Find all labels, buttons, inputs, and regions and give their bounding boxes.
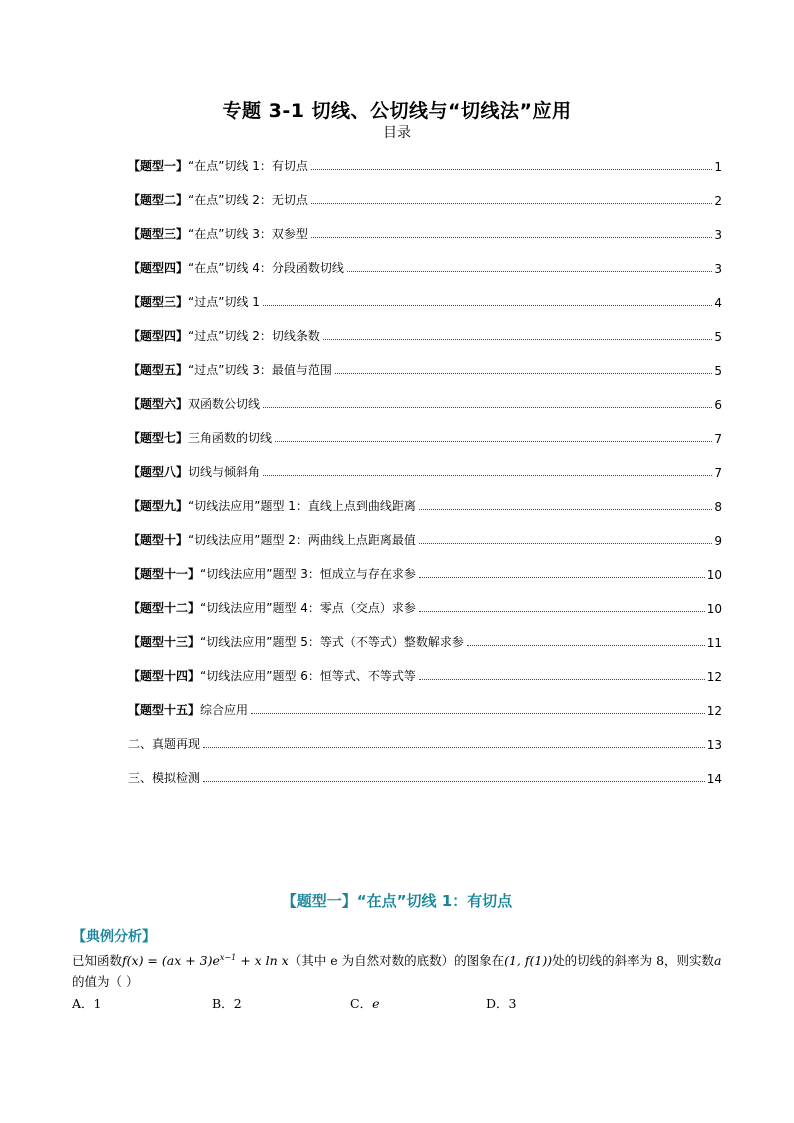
option-label: B． <box>212 996 234 1011</box>
toc-entry-text: 综合应用 <box>200 703 249 717</box>
toc-entry-type: 【题型八】 <box>128 465 189 479</box>
problem-ending: 的值为（ ） <box>72 974 139 990</box>
toc-page-number: 2 <box>714 194 722 208</box>
problem-prefix: 已知函数 <box>72 953 123 969</box>
toc-entry-title <box>128 327 320 344</box>
toc-leader-dots <box>419 611 705 612</box>
toc-page-number: 13 <box>706 738 722 752</box>
option-label: A． <box>72 996 94 1011</box>
toc-page-number: 12 <box>706 704 722 718</box>
toc-page-number: 10 <box>706 602 722 616</box>
toc-entry-type: 【题型四】 <box>128 329 189 343</box>
toc-page-number: 5 <box>714 330 722 344</box>
toc-page-number: 9 <box>714 534 722 548</box>
toc-leader-dots <box>251 713 705 714</box>
toc-page-number: 12 <box>706 670 722 684</box>
document-title: 专题 3-1 切线、公切线与“切线法”应用 <box>222 100 572 122</box>
toc-leader-dots <box>419 509 712 510</box>
toc-entry-type: 【题型十二】 <box>128 601 201 615</box>
toc-leader-dots <box>311 237 712 238</box>
toc-entry-text: 二、真题再现 <box>128 737 201 751</box>
toc-page-number: 7 <box>714 466 722 480</box>
toc-entry-title <box>128 361 332 378</box>
toc-entry-title <box>128 497 416 514</box>
toc-entry[interactable] <box>128 446 722 480</box>
toc-entry-title <box>128 565 416 582</box>
toc-entry-text: “在点”切线 4：分段函数切线 <box>188 261 344 275</box>
toc-entry[interactable] <box>128 616 722 650</box>
toc-leader-dots <box>311 169 712 170</box>
toc-entry-title <box>128 531 416 548</box>
option-value: 1 <box>93 996 102 1011</box>
toc-entry-text: “过点”切线 3：最值与范围 <box>188 363 332 377</box>
toc-entry-text: 双函数公切线 <box>188 397 261 411</box>
toc-entry-type: 【题型五】 <box>128 363 189 377</box>
toc-entry-type: 【题型十三】 <box>128 635 201 649</box>
toc-entry-title <box>128 157 308 174</box>
toc-entry-title <box>128 395 260 412</box>
toc-entry[interactable] <box>128 650 722 684</box>
toc-entry-type: 【题型四】 <box>128 261 189 275</box>
function-rhs: + x ln x <box>236 953 289 969</box>
toc-leader-dots <box>419 679 705 680</box>
toc-entry[interactable] <box>128 582 722 616</box>
toc-entry-text: “切线法应用”题型 5：等式（不等式）整数解求参 <box>200 635 464 649</box>
option-label: C． <box>350 996 373 1011</box>
toc-leader-dots <box>335 373 712 374</box>
toc-entry-text: “切线法应用”题型 3：恒成立与存在求参 <box>200 567 416 581</box>
table-of-contents <box>128 140 722 786</box>
toc-entry-text: 切线与倾斜角 <box>188 465 261 479</box>
option-b <box>212 994 242 1012</box>
toc-entry[interactable] <box>128 684 722 718</box>
toc-entry-text: “在点”切线 3：双参型 <box>188 227 308 241</box>
toc-entry-text: “切线法应用”题型 1：直线上点到曲线距离 <box>188 499 416 513</box>
example-label: 【典例分析】 <box>72 929 156 945</box>
toc-page-number: 3 <box>714 262 722 276</box>
toc-entry[interactable] <box>128 208 722 242</box>
toc-leader-dots <box>275 441 712 442</box>
toc-entry-title <box>128 191 308 208</box>
toc-leader-dots <box>467 645 705 646</box>
toc-entry[interactable] <box>128 174 722 208</box>
option-value: 2 <box>233 996 242 1011</box>
toc-entry-text: “过点”切线 2：切线条数 <box>188 329 320 343</box>
toc-leader-dots <box>323 339 712 340</box>
toc-heading: 目录 <box>383 125 411 141</box>
toc-entry[interactable] <box>128 752 722 786</box>
toc-entry-title <box>128 225 308 242</box>
toc-entry-text: “在点”切线 2：无切点 <box>188 193 308 207</box>
toc-leader-dots <box>203 747 705 748</box>
toc-page-number: 8 <box>714 500 722 514</box>
option-value: 3 <box>508 996 517 1011</box>
tangent-point: (1, f(1)) <box>504 953 553 969</box>
toc-entry-title <box>128 633 464 650</box>
problem-suffix: 处的切线的斜率为 8，则实数 <box>552 953 715 969</box>
toc-entry-text: “切线法应用”题型 6：恒等式、不等式等 <box>200 669 416 683</box>
toc-entry-type: 【题型七】 <box>128 431 189 445</box>
toc-page-number: 11 <box>706 636 722 650</box>
toc-entry-type: 【题型十】 <box>128 533 189 547</box>
toc-entry[interactable] <box>128 480 722 514</box>
toc-entry[interactable] <box>128 344 722 378</box>
section-heading: 【题型一】“在点”切线 1：有切点 <box>281 892 513 910</box>
toc-entry-title <box>128 429 272 446</box>
toc-entry[interactable] <box>128 310 722 344</box>
toc-page-number: 10 <box>706 568 722 582</box>
toc-entry[interactable] <box>128 276 722 310</box>
toc-page-number: 1 <box>714 160 722 174</box>
problem-statement <box>72 947 732 992</box>
toc-leader-dots <box>419 577 705 578</box>
toc-page-number: 4 <box>714 296 722 310</box>
toc-entry-text: 三角函数的切线 <box>188 431 273 445</box>
toc-leader-dots <box>311 203 712 204</box>
toc-entry-text: “切线法应用”题型 2：两曲线上点距离最值 <box>188 533 416 547</box>
toc-entry-text: “过点”切线 1 <box>188 295 260 309</box>
toc-page-number: 7 <box>714 432 722 446</box>
toc-entry-text: 三、模拟检测 <box>128 771 201 785</box>
option-a <box>72 994 101 1012</box>
toc-entry-type: 【题型十四】 <box>128 669 201 683</box>
toc-entry-title <box>128 769 200 786</box>
toc-entry-title <box>128 735 200 752</box>
toc-leader-dots <box>347 271 712 272</box>
toc-page-number: 3 <box>714 228 722 242</box>
toc-entry-type: 【题型二】 <box>128 193 189 207</box>
toc-entry-type: 【题型一】 <box>128 159 189 173</box>
function-lhs: f(x) = (ax + 3)e <box>122 953 220 969</box>
toc-entry[interactable] <box>128 412 722 446</box>
toc-leader-dots <box>263 305 712 306</box>
toc-entry-type: 【题型十五】 <box>128 703 201 717</box>
toc-entry-title <box>128 293 260 310</box>
toc-leader-dots <box>263 475 712 476</box>
toc-entry-title <box>128 463 260 480</box>
toc-leader-dots <box>419 543 712 544</box>
toc-entry[interactable] <box>128 140 722 174</box>
problem-middle: （其中 e 为自然对数的底数）的图象在 <box>288 953 505 969</box>
option-value: e <box>372 996 380 1011</box>
toc-entry[interactable] <box>128 548 722 582</box>
toc-entry-type: 【题型三】 <box>128 295 189 309</box>
toc-page-number: 5 <box>714 364 722 378</box>
toc-entry-type: 【题型十一】 <box>128 567 201 581</box>
toc-entry-title <box>128 701 248 718</box>
option-label: D． <box>486 996 509 1011</box>
toc-page-number: 6 <box>714 398 722 412</box>
toc-entry-title <box>128 259 344 276</box>
variable-a: a <box>714 953 722 969</box>
toc-entry-title <box>128 667 416 684</box>
toc-entry-type: 【题型九】 <box>128 499 189 513</box>
option-d <box>486 994 516 1012</box>
function-exponent: x−1 <box>219 953 237 962</box>
toc-page-number: 14 <box>706 772 722 786</box>
toc-entry[interactable] <box>128 378 722 412</box>
toc-entry-text: “在点”切线 1：有切点 <box>188 159 308 173</box>
toc-entry[interactable] <box>128 718 722 752</box>
toc-entry[interactable] <box>128 514 722 548</box>
toc-entry-text: “切线法应用”题型 4：零点（交点）求参 <box>200 601 416 615</box>
toc-entry-title <box>128 599 416 616</box>
toc-entry-type: 【题型六】 <box>128 397 189 411</box>
toc-entry[interactable] <box>128 242 722 276</box>
option-c <box>350 994 379 1012</box>
toc-leader-dots <box>263 407 712 408</box>
toc-entry-type: 【题型三】 <box>128 227 189 241</box>
toc-leader-dots <box>203 781 705 782</box>
